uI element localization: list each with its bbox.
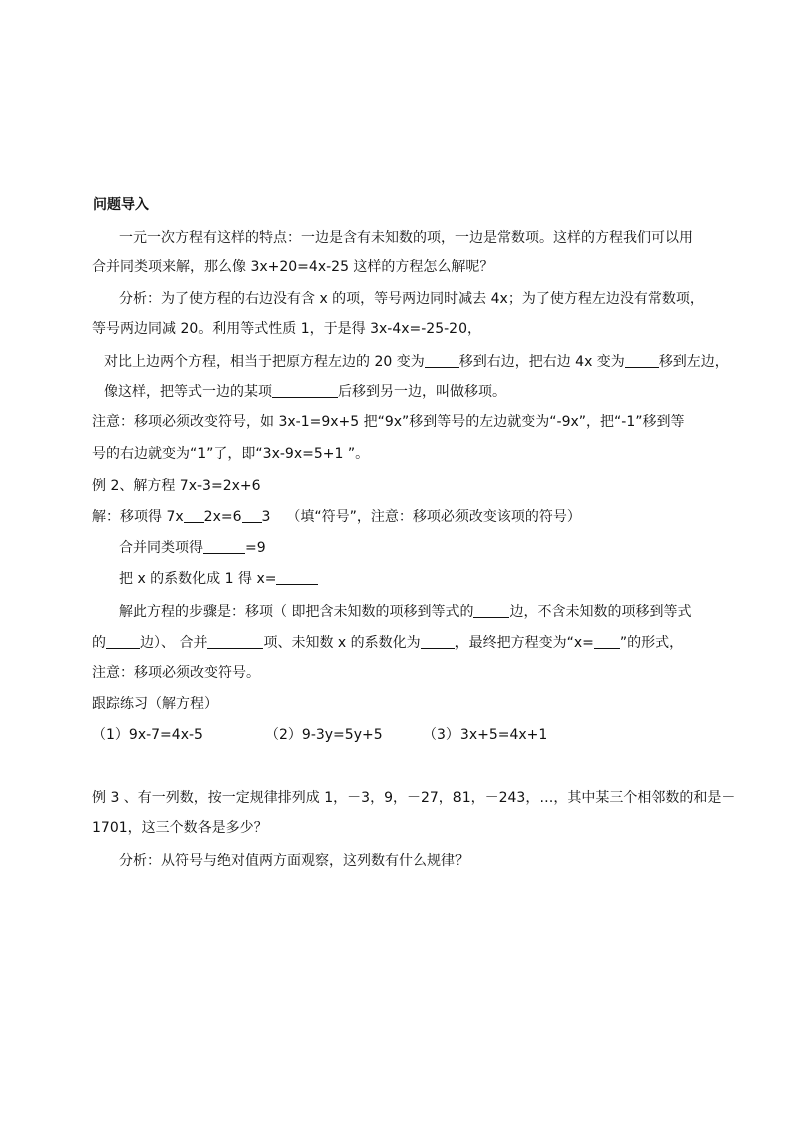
example-3-line-1: 例 3 、有一列数，按一定规律排列成 1，－3，9，－27，81，－243，…，其中某三个相邻数的和是－ — [92, 790, 736, 806]
practice-item-1: （1）9x-7=4x-5 — [92, 727, 203, 743]
example-2-title: 例 2、解方程 7x-3=2x+6 — [92, 478, 261, 494]
blank-combine-like[interactable] — [207, 634, 263, 649]
practice-title: 跟踪练习（解方程） — [92, 696, 218, 712]
blank-coefficient[interactable] — [421, 634, 455, 649]
intro-line-1: 一元一次方程有这样的特点：一边是含有未知数的项，一边是常数项。这样的方程我们可以用 — [119, 230, 693, 246]
steps-line-2-part-b: 边）、 合并 — [140, 635, 208, 651]
steps-line-2-part-d: ，最终把方程变为“x= — [454, 635, 594, 651]
blank-combined-term[interactable] — [203, 539, 245, 554]
analysis-line-4 — [104, 382, 506, 402]
blank-sign-2[interactable] — [242, 508, 262, 523]
practice-item-3: （3）3x+5=4x+1 — [423, 727, 548, 743]
blank-20-becomes[interactable] — [425, 353, 459, 368]
section-title: 问题导入 — [93, 197, 149, 213]
blank-side-unknown[interactable] — [473, 603, 509, 618]
analysis-line-1: 分析：为了使方程的右边没有含 x 的项，等号两边同时减去 4x；为了使方程左边没有常数项， — [119, 291, 704, 307]
example-3-line-2: 1701，这三个数各是多少？ — [92, 820, 268, 836]
example-2-step-1-part-d: （填“符号”，注意：移项必须改变该项的符号） — [286, 509, 581, 525]
steps-line-2-part-c: 项、未知数 x 的系数化为 — [263, 635, 421, 651]
example-2-step-1-part-a: 解：移项得 7x — [92, 509, 184, 525]
example-2-step-2 — [119, 538, 266, 558]
steps-line-1-part-b: 边，不含未知数的项移到等式 — [509, 604, 692, 620]
example-2-step-1-part-b: 2x=6 — [203, 509, 242, 525]
intro-line-2: 合并同类项来解，那么像 3x+20=4x-25 这样的方程怎么解呢？ — [92, 259, 494, 275]
blank-final-form[interactable] — [594, 634, 620, 649]
analysis-line-3 — [104, 352, 729, 372]
example-2-steps-line-3: 注意：移项必须改变符号。 — [92, 665, 260, 681]
blank-some-term[interactable] — [272, 383, 338, 398]
analysis-line-3-part-a: 对比上边两个方程，相当于把原方程左边的 20 变为 — [104, 354, 425, 370]
example-2-step-1-part-c: 3 — [261, 509, 271, 525]
example-2-steps-line-2 — [92, 633, 683, 653]
analysis-line-4-part-b: 后移到另一边，叫做移项。 — [338, 384, 506, 400]
example-2-step-2-part-b: =9 — [245, 540, 266, 556]
steps-line-2-part-e: ”的形式， — [619, 635, 684, 651]
steps-line-1-part-a: 解此方程的步骤是：移项（ 即把含未知数的项移到等式的 — [119, 604, 474, 620]
blank-sign-1[interactable] — [184, 508, 204, 523]
example-2-step-3-part-a: 把 x 的系数化成 1 得 x= — [119, 571, 277, 587]
blank-x-value[interactable] — [276, 570, 318, 585]
analysis-line-3-part-c: 移到左边， — [658, 354, 729, 370]
steps-line-2-part-a: 的 — [92, 635, 106, 651]
example-2-step-3 — [119, 569, 318, 589]
analysis-line-2: 等号两边同减 20。利用等式性质 1，于是得 3x-4x=-25-20， — [92, 321, 481, 337]
example-2-step-2-part-a: 合并同类项得 — [119, 540, 203, 556]
example-3-line-3: 分析：从符号与绝对值两方面观察，这列数有什么规律？ — [119, 853, 469, 869]
analysis-line-3-part-b: 移到右边，把右边 4x 变为 — [458, 354, 625, 370]
blank-side-constant[interactable] — [106, 634, 140, 649]
example-2-step-1 — [92, 507, 581, 527]
practice-item-2: （2）9-3y=5y+5 — [265, 727, 383, 743]
note-line-2: 号的右边就变为“1”了，即“3x-9x=5+1 ”。 — [92, 446, 370, 462]
example-2-steps-line-1 — [119, 602, 691, 622]
blank-4x-becomes[interactable] — [625, 353, 659, 368]
note-line-1: 注意：移项必须改变符号，如 3x-1=9x+5 把“9x”移到等号的左边就变为“-9x”，把“-1”移到等 — [92, 414, 685, 430]
analysis-line-4-part-a: 像这样，把等式一边的某项 — [104, 384, 272, 400]
